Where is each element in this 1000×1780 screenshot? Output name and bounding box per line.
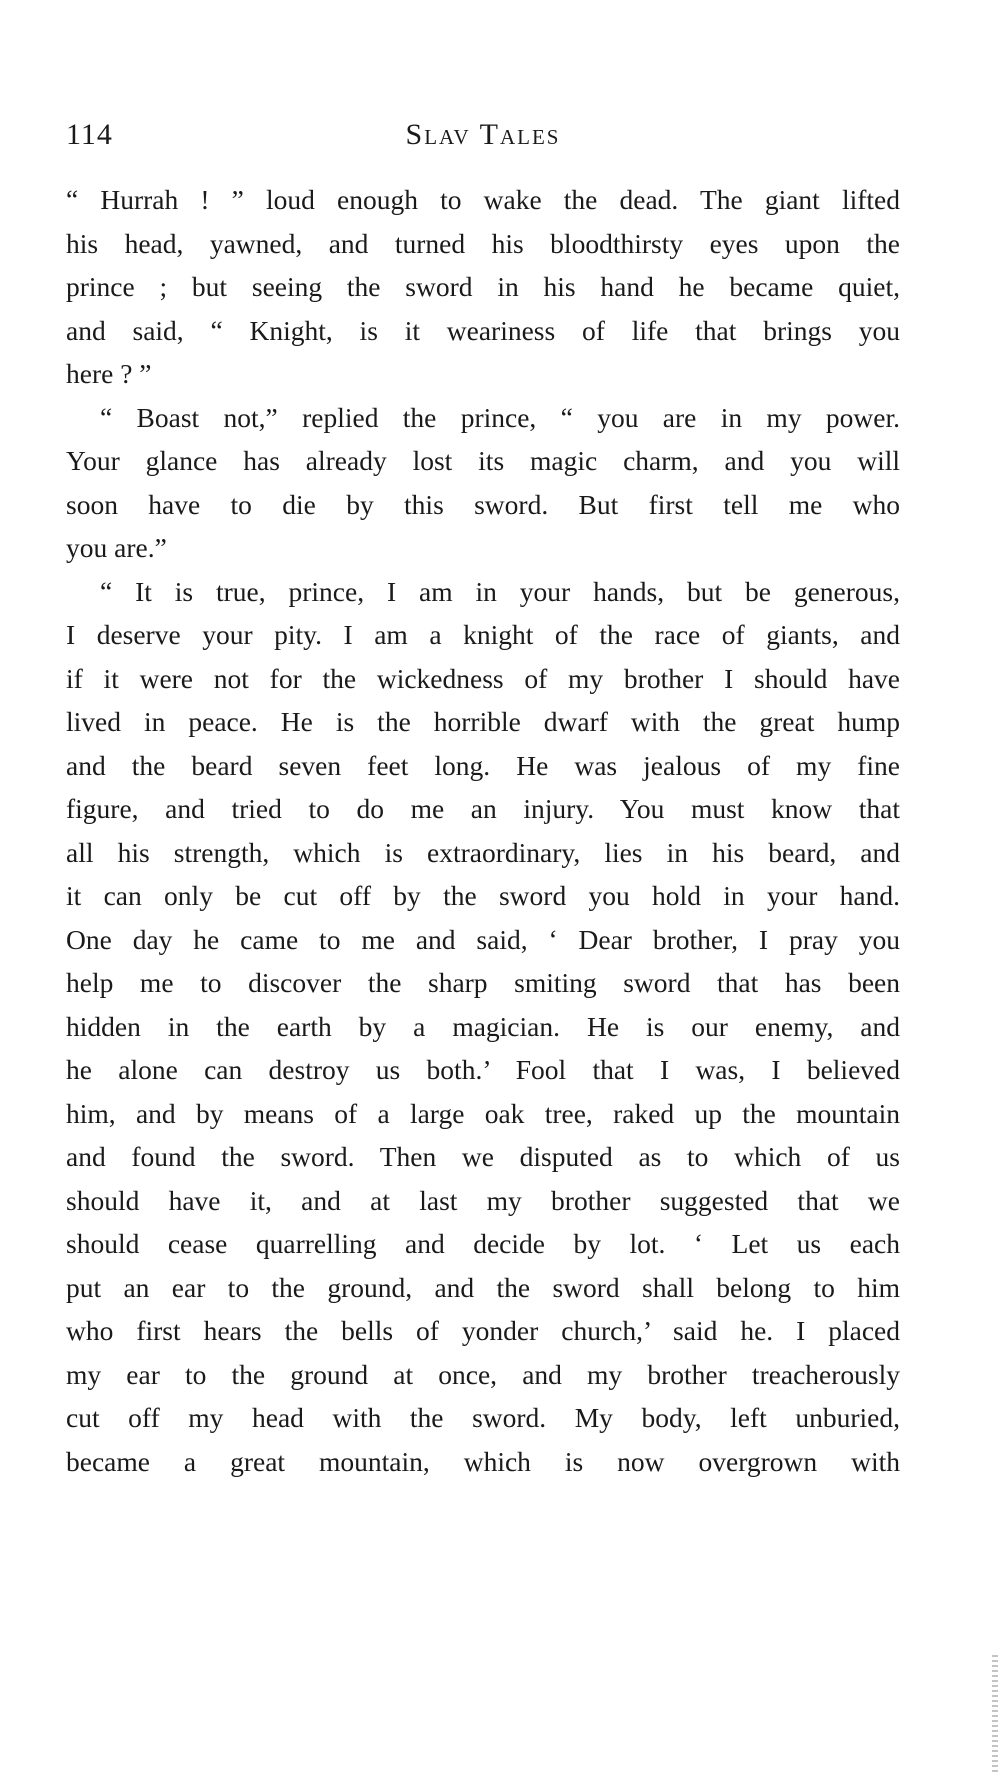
text-line: and said, “ Knight, is it weariness of life that brings you — [66, 314, 900, 346]
text-line: you are.” — [66, 532, 167, 563]
text-line: and found the sword. Then we disputed as to which of us — [66, 1141, 900, 1172]
text-line: cut off my head with the sword. My body, left unburied, — [66, 1402, 900, 1433]
text-line: here ? ” — [66, 358, 152, 389]
text-line: my ear to the ground at once, and my brother treacherously — [66, 1358, 900, 1390]
text-line: figure, and tried to do me an injury. You must know that — [66, 793, 900, 824]
text-line: prince ; but seeing the sword in his hand he became quiet, — [66, 271, 900, 302]
text-line: all his strength, which is extraordinary, lies in his beard, and — [66, 836, 900, 868]
body-text — [66, 178, 900, 1483]
text-line: “ It is true, prince, I am in your hands, but be generous, — [100, 575, 900, 607]
running-title: Slav Tales — [405, 118, 561, 151]
text-line: who first hears the bells of yonder church,’ said he. I placed — [66, 1315, 900, 1346]
text-line: it can only be cut off by the sword you hold in your hand. — [66, 880, 900, 911]
text-line: hidden in the earth by a magician. He is our enemy, and — [66, 1010, 900, 1042]
page-edge-mark — [992, 1655, 998, 1775]
text-line: One day he came to me and said, ‘ Dear brother, I pray you — [66, 923, 900, 955]
page-number: 114 — [66, 118, 113, 151]
text-line: “ Hurrah ! ” loud enough to wake the dead. The giant lifted — [66, 184, 900, 215]
text-line: I deserve your pity. I am a knight of the race of giants, and — [66, 619, 900, 650]
text-line: soon have to die by this sword. But first tell me who — [66, 488, 900, 520]
text-line: he alone can destroy us both.’ Fool that I was, I believed — [66, 1054, 900, 1085]
text-line: if it were not for the wickedness of my brother I should have — [66, 662, 900, 694]
text-line: put an ear to the ground, and the sword shall belong to him — [66, 1271, 900, 1303]
text-line: him, and by means of a large oak tree, raked up the mountain — [66, 1097, 900, 1129]
running-head — [66, 118, 900, 158]
text-line: lived in peace. He is the horrible dwarf with the great hump — [66, 706, 900, 737]
text-line: became a great mountain, which is now overgrown with — [66, 1445, 900, 1477]
text-line: should cease quarrelling and decide by lot. ‘ Let us each — [66, 1228, 900, 1259]
text-line: should have it, and at last my brother suggested that we — [66, 1184, 900, 1216]
text-line: his head, yawned, and turned his bloodthirsty eyes upon the — [66, 227, 900, 259]
text-line: help me to discover the sharp smiting sword that has been — [66, 967, 900, 998]
text-line: “ Boast not,” replied the prince, “ you are in my power. — [100, 401, 900, 433]
text-line: and the beard seven feet long. He was jealous of my fine — [66, 749, 900, 781]
text-line: Your glance has already lost its magic charm, and you will — [66, 445, 900, 476]
